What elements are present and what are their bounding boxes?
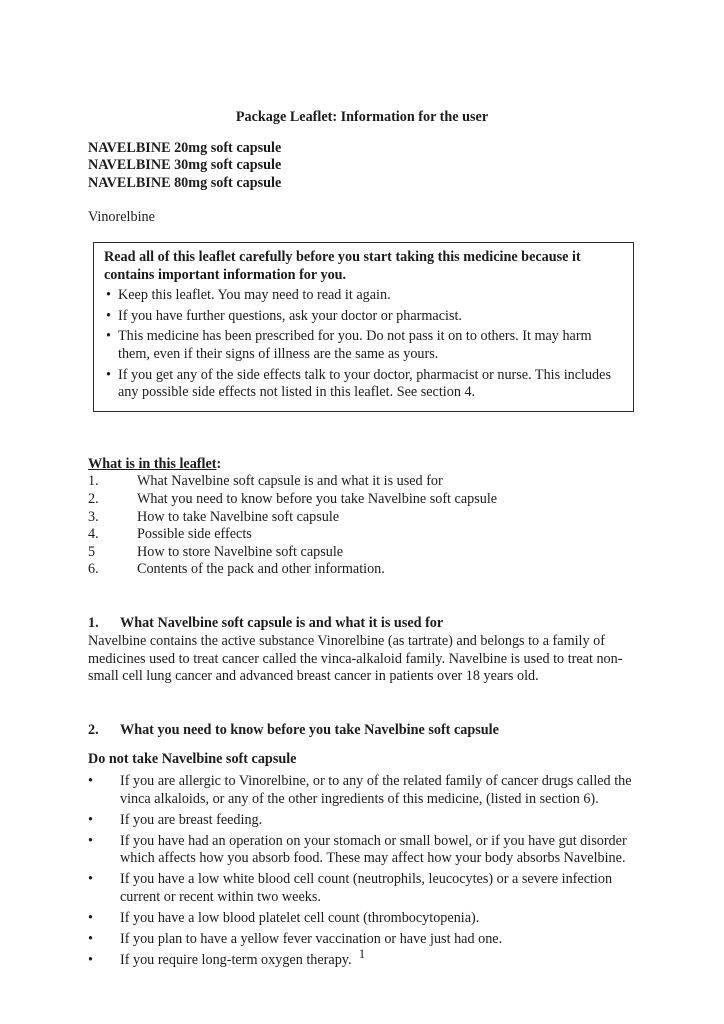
active-substance: Vinorelbine xyxy=(88,209,155,226)
list-item xyxy=(104,328,623,363)
strength-line: NAVELBINE 20mg soft capsule xyxy=(88,139,282,156)
bullet-icon: • xyxy=(106,328,111,345)
toc-heading xyxy=(88,456,636,474)
toc-item-number: 4. xyxy=(88,526,99,543)
section-2 xyxy=(88,722,636,970)
toc-item xyxy=(88,491,636,509)
bullet-icon: • xyxy=(88,952,93,969)
bullet-icon: • xyxy=(88,832,93,849)
toc-item-text: What you need to know before you take Navelbine soft capsule xyxy=(137,490,498,507)
toc-heading-text: What is in this leaflet xyxy=(88,455,217,472)
list-item xyxy=(104,308,623,326)
bullet-icon: • xyxy=(106,307,111,324)
section-2-subheading: Do not take Navelbine soft capsule xyxy=(88,751,297,768)
section-2-heading xyxy=(88,722,636,740)
toc-item-text: What Navelbine soft capsule is and what it is used for xyxy=(137,473,443,490)
notice-bullet-list xyxy=(104,287,623,402)
bullet-icon: • xyxy=(88,871,93,888)
toc-item-text: Possible side effects xyxy=(137,526,252,543)
section-1 xyxy=(88,615,636,686)
product-strengths xyxy=(88,140,636,193)
toc-item xyxy=(88,473,636,491)
list-item-text: If you are allergic to Vinorelbine, or to any of the related family of cancer drugs called the vinca alkaloids, or any of the other ingredients of this medicine, (listed in section 6). xyxy=(120,772,632,807)
notice-box xyxy=(93,242,634,412)
toc-item-number: 5 xyxy=(88,543,96,560)
section-heading-text: What you need to know before you take Navelbine soft capsule xyxy=(120,721,499,738)
toc-item-number: 3. xyxy=(88,508,99,525)
list-item-text: If you have further questions, ask your doctor or pharmacist. xyxy=(118,307,462,324)
bullet-icon: • xyxy=(88,811,93,828)
toc-item xyxy=(88,526,636,544)
bullet-icon: • xyxy=(88,772,93,789)
list-item xyxy=(88,773,636,808)
strength-line: NAVELBINE 80mg soft capsule xyxy=(88,174,282,191)
section-number: 2. xyxy=(88,721,99,738)
list-item-text: This medicine has been prescribed for you. Do not pass it on to others. It may harm them, even if their signs of illness are the same as yours. xyxy=(118,328,592,362)
list-item xyxy=(104,287,623,305)
list-item-text: If you have a low white blood cell count (neutrophils, leucocytes) or a severe infection current or recent within two weeks. xyxy=(120,871,613,905)
table-of-contents xyxy=(88,456,636,579)
section-heading-text: What Navelbine soft capsule is and what it is used for xyxy=(120,614,444,631)
list-item-text: If you require long-term oxygen therapy. xyxy=(120,952,352,969)
list-item-text: If you have had an operation on your stomach or small bowel, or if you have gut disorder which affects how you absorb food. These may affect how your body absorbs Navelbine. xyxy=(120,832,627,867)
notice-intro: Read all of this leaflet carefully before you start taking this medicine because it contains important information for you. xyxy=(104,248,581,283)
toc-item-text: Contents of the pack and other information. xyxy=(137,561,385,578)
toc-item-number: 2. xyxy=(88,490,99,507)
bullet-icon: • xyxy=(88,910,93,927)
list-item-text: If you are breast feeding. xyxy=(120,811,263,828)
list-item-text: If you get any of the side effects talk to your doctor, pharmacist or nurse. This includes any possible side effects not listed in this leaflet. See section 4. xyxy=(118,366,611,401)
toc-item-text: How to store Navelbine soft capsule xyxy=(137,543,344,560)
bullet-icon: • xyxy=(106,366,111,383)
bullet-icon: • xyxy=(88,931,93,948)
toc-item xyxy=(88,509,636,527)
toc-item-text: How to take Navelbine soft capsule xyxy=(137,508,340,525)
section-1-heading xyxy=(88,615,636,633)
toc-item xyxy=(88,561,636,579)
toc-item-number: 6. xyxy=(88,561,99,578)
list-item-text: If you have a low blood platelet cell count (thrombocytopenia). xyxy=(120,910,480,927)
page-number: 1 xyxy=(358,947,366,961)
list-item xyxy=(88,871,636,906)
list-item xyxy=(88,833,636,868)
bullet-icon: • xyxy=(106,287,111,304)
list-item xyxy=(88,812,636,830)
list-item xyxy=(88,910,636,928)
toc-item xyxy=(88,544,636,562)
list-item xyxy=(104,367,623,402)
toc-item-number: 1. xyxy=(88,473,99,490)
section-2-bullet-list xyxy=(88,773,636,970)
section-1-body: Navelbine contains the active substance Vinorelbine (as tartrate) and belongs to a family of medicines used to treat cancer called the vinca-alkaloid family. Navelbine is used to treat non-small cell lung cancer and advanced breast cancer in patients over 18 years old. xyxy=(88,632,623,685)
section-number: 1. xyxy=(88,614,99,631)
list-item-text: Keep this leaflet. You may need to read it again. xyxy=(118,287,391,304)
strength-line: NAVELBINE 30mg soft capsule xyxy=(88,157,282,174)
list-item-text: If you plan to have a yellow fever vaccination or have just had one. xyxy=(120,931,503,948)
page-title: Package Leaflet: Information for the user xyxy=(235,109,489,125)
toc-heading-colon: : xyxy=(216,455,222,472)
